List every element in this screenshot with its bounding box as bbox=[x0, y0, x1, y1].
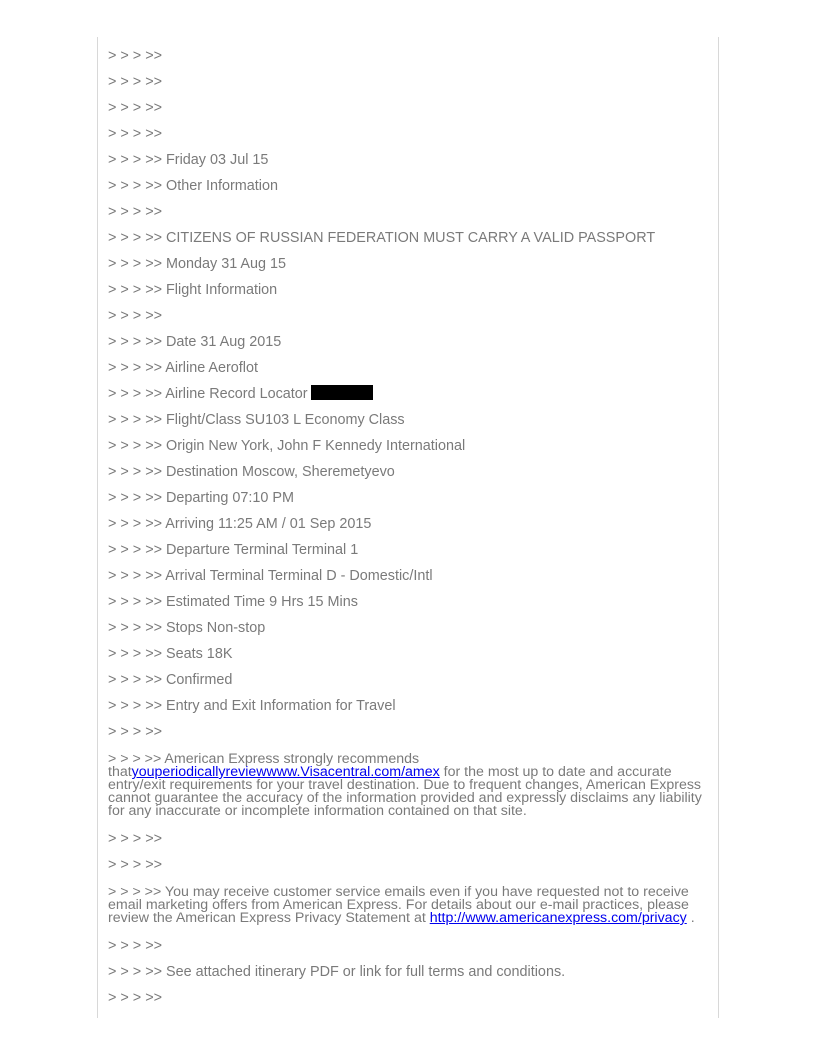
record-locator-label: > > > >> Airline Record Locator bbox=[108, 386, 308, 402]
privacy-rest: . bbox=[686, 910, 695, 926]
visa-advisory-lead: > > > >> American Express strongly recommends that bbox=[108, 751, 420, 780]
visa-advisory-paragraph bbox=[108, 749, 714, 818]
quote-line: > > > >> bbox=[108, 831, 163, 847]
privacy-lead: > > > >> You may receive customer service emails even if you have requested not to receive email marketing offers from American Express. For details about our e-mail practices, please review the American Express Privacy Statement at bbox=[108, 884, 689, 926]
visacentral-link[interactable]: youperiodicallyreviewwww.Visacentral.com/amex bbox=[131, 764, 440, 780]
other-information-heading: > > > >> Other Information bbox=[108, 178, 278, 194]
passport-notice: > > > >> CITIZENS OF RUSSIAN FEDERATION MUST CARRY A VALID PASSPORT bbox=[108, 230, 656, 246]
visa-advisory-rest: for the most up to date and accurate entry/exit requirements for your travel destination. Due to frequent changes, American Express cannot guarantee the accuracy of the information provided and expressly disclaims any liability for any inaccurate or incomplete information contained on that site. bbox=[108, 764, 702, 819]
quote-line: > > > >> bbox=[108, 74, 163, 90]
quote-line: > > > >> bbox=[108, 204, 163, 220]
departure-terminal: > > > >> Departure Terminal Terminal 1 bbox=[108, 542, 359, 558]
quote-line: > > > >> bbox=[108, 938, 163, 954]
seats: > > > >> Seats 18K bbox=[108, 646, 233, 662]
date-heading-friday: > > > >> Friday 03 Jul 15 bbox=[108, 152, 269, 168]
flight-date: > > > >> Date 31 Aug 2015 bbox=[108, 334, 282, 350]
quote-line: > > > >> bbox=[108, 100, 163, 116]
quote-line: > > > >> bbox=[108, 308, 163, 324]
estimated-time: > > > >> Estimated Time 9 Hrs 15 Mins bbox=[108, 594, 358, 610]
airline: > > > >> Airline Aeroflot bbox=[108, 360, 259, 376]
quote-line: > > > >> bbox=[108, 724, 163, 740]
stops: > > > >> Stops Non-stop bbox=[108, 620, 266, 636]
flight-class: > > > >> Flight/Class SU103 L Economy Class bbox=[108, 412, 405, 428]
departing-time: > > > >> Departing 07:10 PM bbox=[108, 490, 295, 506]
entry-exit-heading: > > > >> Entry and Exit Information for Travel bbox=[108, 698, 396, 714]
privacy-paragraph bbox=[108, 882, 714, 925]
arrival-terminal: > > > >> Arrival Terminal Terminal D - Domestic/Intl bbox=[108, 568, 433, 584]
redaction-box bbox=[311, 385, 373, 400]
email-body bbox=[108, 47, 714, 1015]
privacy-link[interactable]: http://www.americanexpress.com/privacy bbox=[429, 910, 687, 926]
record-locator-row bbox=[108, 385, 714, 403]
arriving-time: > > > >> Arriving 11:25 AM / 01 Sep 2015 bbox=[108, 516, 372, 532]
date-heading-monday: > > > >> Monday 31 Aug 15 bbox=[108, 256, 287, 272]
terms-notice: > > > >> See attached itinerary PDF or link for full terms and conditions. bbox=[108, 964, 566, 980]
quote-line: > > > >> bbox=[108, 126, 163, 142]
flight-information-heading: > > > >> Flight Information bbox=[108, 282, 278, 298]
quote-line: > > > >> bbox=[108, 48, 163, 64]
status-confirmed: > > > >> Confirmed bbox=[108, 672, 233, 688]
quote-line: > > > >> bbox=[108, 857, 163, 873]
origin: > > > >> Origin New York, John F Kennedy International bbox=[108, 438, 466, 454]
quote-line: > > > >> bbox=[108, 990, 163, 1006]
destination: > > > >> Destination Moscow, Sheremetyevo bbox=[108, 464, 395, 480]
